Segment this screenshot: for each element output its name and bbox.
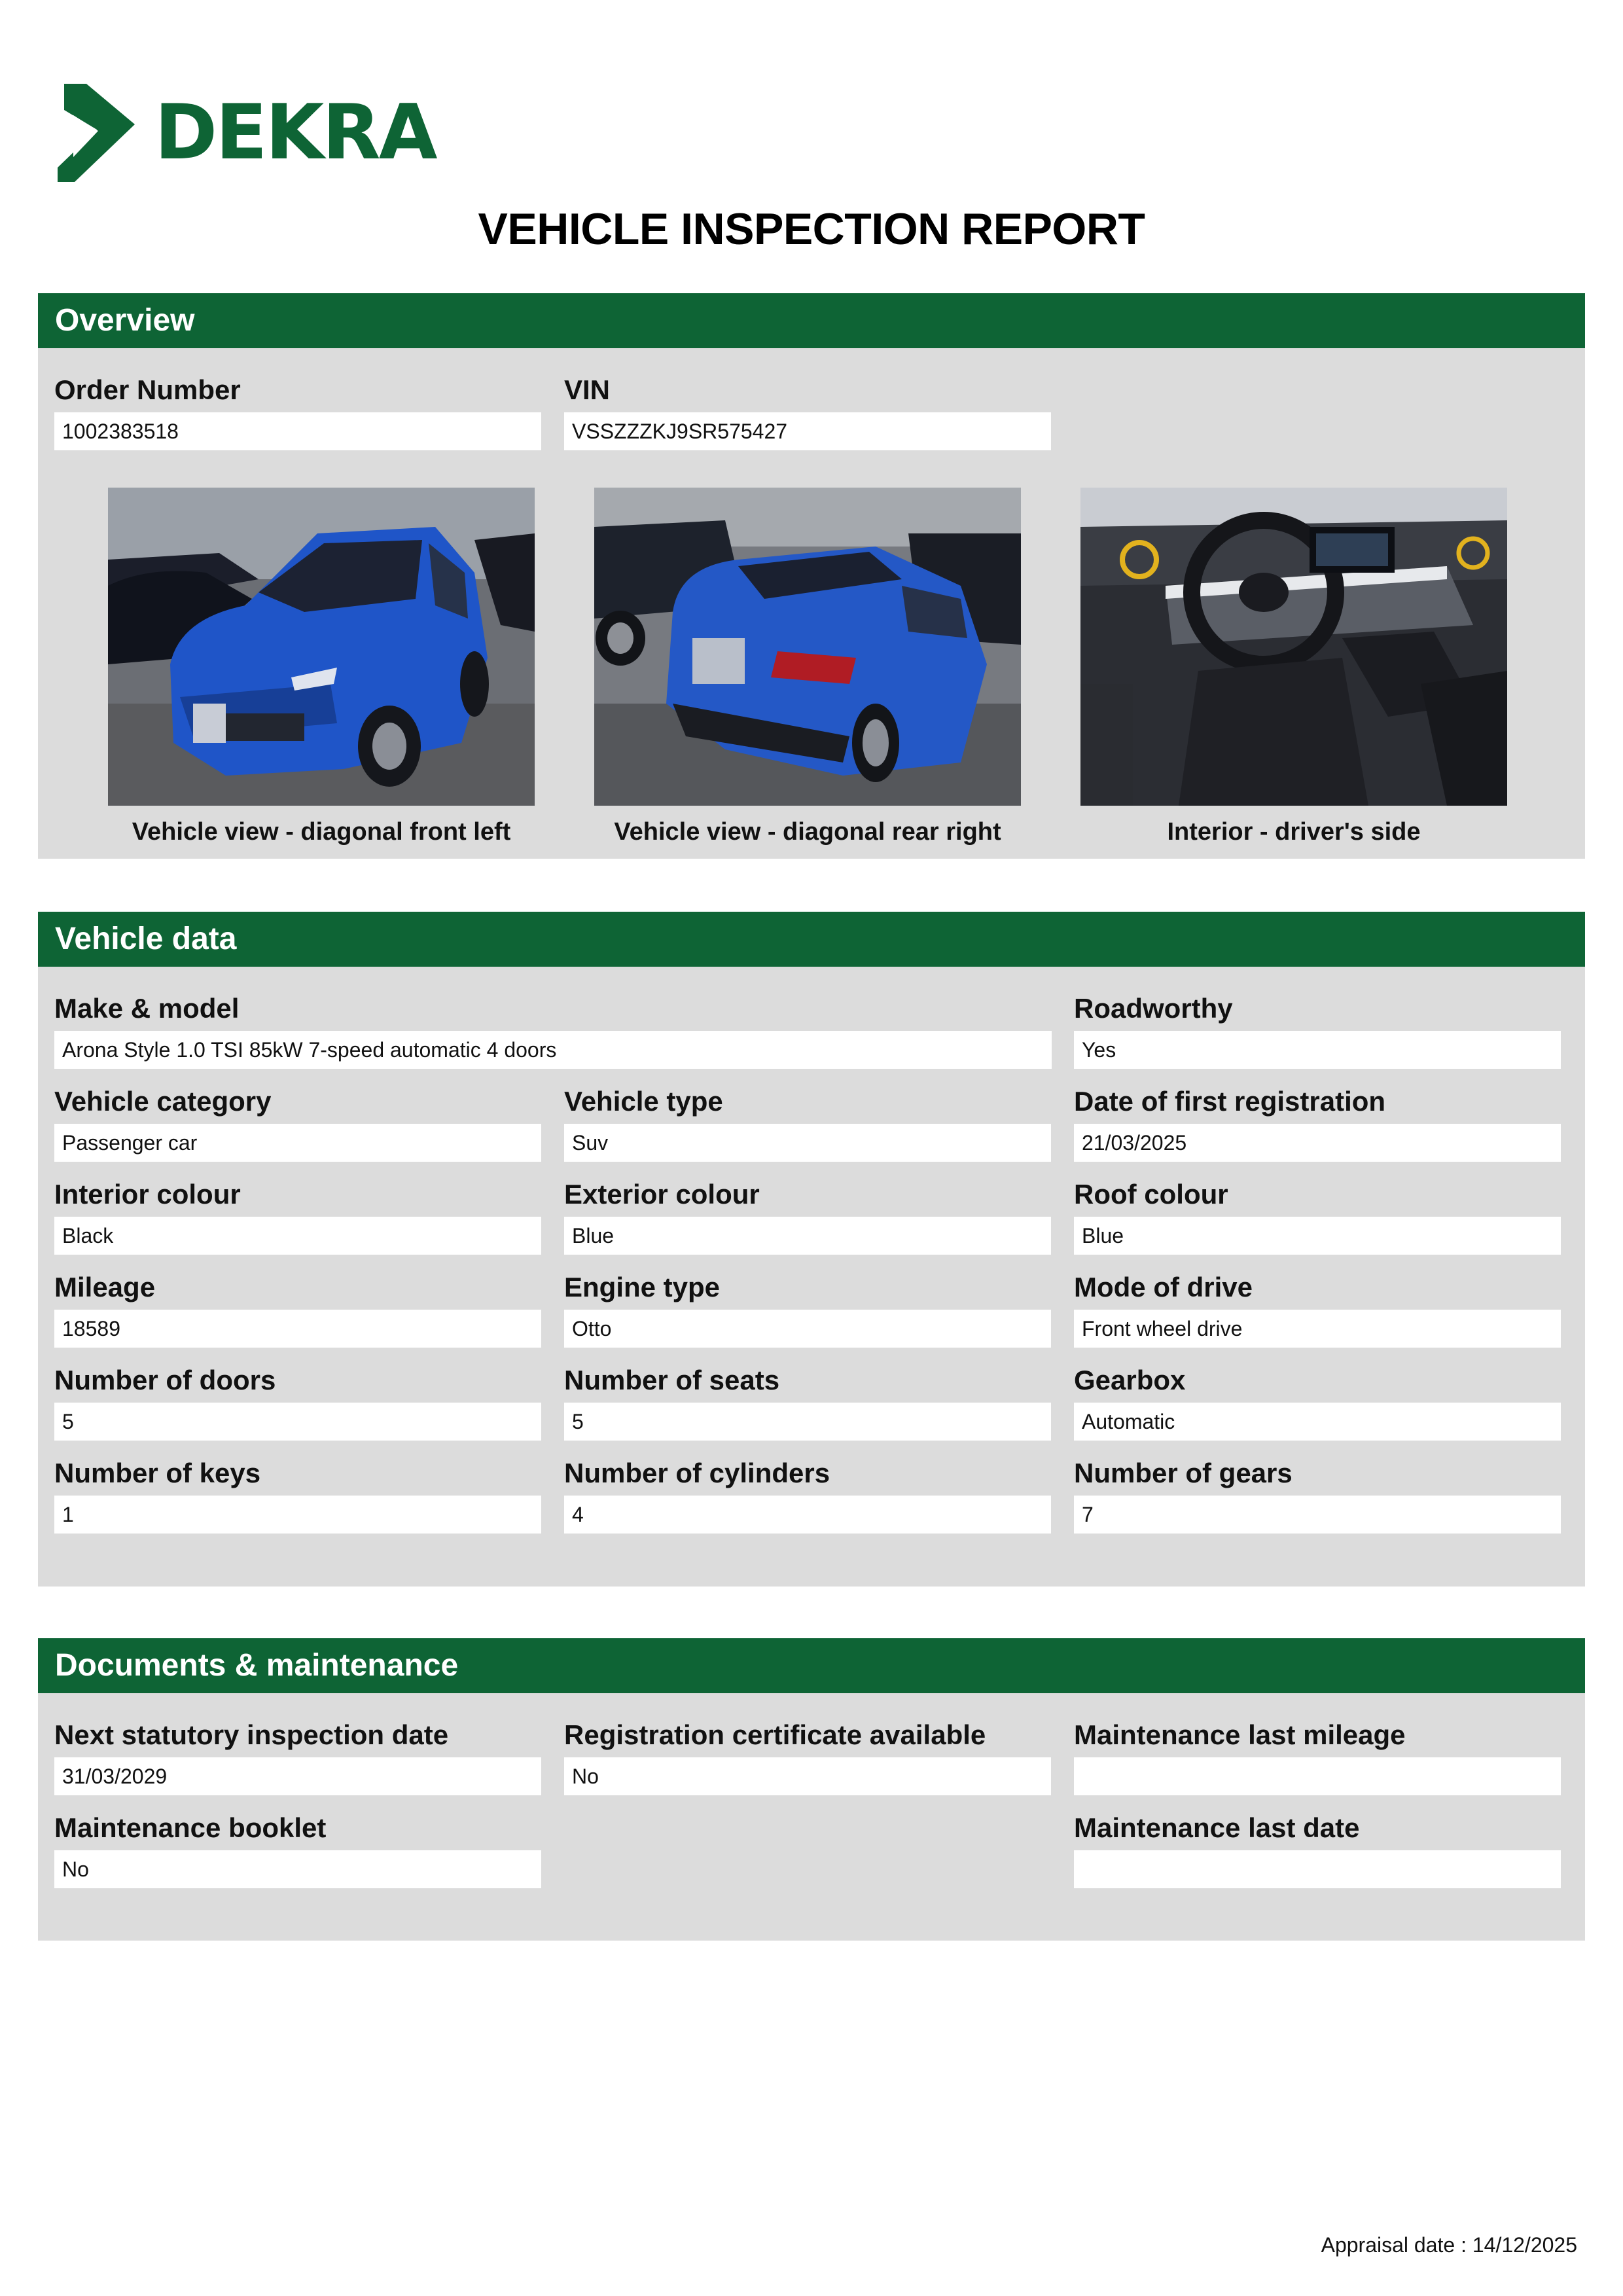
maintenance-last-date-field [1074, 1812, 1561, 1888]
field-value: Blue [564, 1217, 1051, 1255]
cylinders-field [564, 1458, 1051, 1534]
field-value: Blue [1074, 1217, 1561, 1255]
field-label: Roof colour [1074, 1179, 1228, 1210]
photo-caption: Vehicle view - diagonal front left [132, 818, 511, 846]
field-label: Date of first registration [1074, 1086, 1386, 1117]
field-label: Maintenance last date [1074, 1812, 1360, 1843]
field-value: 1 [54, 1496, 541, 1534]
next-inspection-field [54, 1719, 541, 1795]
field-value: 7 [1074, 1496, 1561, 1534]
dekra-arrow-icon [58, 84, 136, 182]
field-value: Arona Style 1.0 TSI 85kW 7-speed automatic 4 doors [54, 1031, 1052, 1069]
field-label: Make & model [54, 993, 240, 1024]
mileage-field [54, 1272, 541, 1348]
field-value: No [54, 1850, 541, 1888]
seats-field [564, 1365, 1051, 1441]
vin-field [564, 374, 1051, 450]
photo-caption: Interior - driver's side [1167, 818, 1421, 846]
field-value [1074, 1757, 1561, 1795]
first-registration-field [1074, 1086, 1561, 1162]
field-label: Number of keys [54, 1458, 261, 1488]
field-label: Maintenance booklet [54, 1812, 327, 1843]
field-value: 31/03/2029 [54, 1757, 541, 1795]
documents-section [38, 1638, 1585, 1941]
maintenance-last-mileage-field [1074, 1719, 1561, 1795]
vehicle-category-field [54, 1086, 541, 1162]
field-label: Registration certificate available [564, 1719, 986, 1750]
field-label: Mileage [54, 1272, 156, 1302]
field-value: 5 [564, 1403, 1051, 1441]
field-value: 4 [564, 1496, 1051, 1534]
field-value: 5 [54, 1403, 541, 1441]
make-model-field [54, 993, 1052, 1069]
gearbox-field [1074, 1365, 1561, 1441]
field-value: Automatic [1074, 1403, 1561, 1441]
engine-type-field [564, 1272, 1051, 1348]
field-value: 1002383518 [54, 412, 541, 450]
section-header-overview: Overview [38, 293, 1585, 348]
roof-colour-field [1074, 1179, 1561, 1255]
field-label: Gearbox [1074, 1365, 1186, 1395]
car-front-left-photo [108, 488, 535, 806]
overview-section [38, 293, 1585, 859]
photo-caption: Vehicle view - diagonal rear right [614, 818, 1001, 846]
field-value: Yes [1074, 1031, 1561, 1069]
field-label: Order Number [54, 374, 241, 405]
field-label: Number of doors [54, 1365, 276, 1395]
field-value: 18589 [54, 1310, 541, 1348]
car-rear-right-photo [594, 488, 1021, 806]
field-value: Otto [564, 1310, 1051, 1348]
dekra-logo [58, 84, 436, 182]
doors-field [54, 1365, 541, 1441]
field-label: Maintenance last mileage [1074, 1719, 1406, 1750]
field-label: VIN [564, 374, 611, 405]
field-label: Vehicle type [564, 1086, 723, 1117]
field-value [1074, 1850, 1561, 1888]
vehicle-type-field [564, 1086, 1051, 1162]
registration-certificate-field [564, 1719, 1051, 1795]
roadworthy-field [1074, 993, 1561, 1069]
page-title: VEHICLE INSPECTION REPORT [478, 204, 1145, 254]
field-label: Exterior colour [564, 1179, 760, 1210]
appraisal-date: Appraisal date : 14/12/2025 [1321, 2233, 1577, 2257]
interior-photo [1080, 488, 1507, 806]
field-label: Number of seats [564, 1365, 780, 1395]
field-value: Black [54, 1217, 541, 1255]
maintenance-booklet-field [54, 1812, 541, 1888]
gears-field [1074, 1458, 1561, 1534]
mode-of-drive-field [1074, 1272, 1561, 1348]
field-label: Next statutory inspection date [54, 1719, 449, 1750]
section-header-documents: Documents & maintenance [38, 1638, 1585, 1693]
keys-field [54, 1458, 541, 1534]
brand-name: DEKRA [154, 88, 436, 177]
field-value: Front wheel drive [1074, 1310, 1561, 1348]
field-value: Passenger car [54, 1124, 541, 1162]
vehicle-data-section [38, 912, 1585, 1587]
field-label: Roadworthy [1074, 993, 1233, 1024]
field-value: No [564, 1757, 1051, 1795]
field-label: Vehicle category [54, 1086, 272, 1117]
field-value: 21/03/2025 [1074, 1124, 1561, 1162]
field-label: Number of gears [1074, 1458, 1293, 1488]
interior-colour-field [54, 1179, 541, 1255]
order-number-field [54, 374, 541, 450]
section-header-vehicle-data: Vehicle data [38, 912, 1585, 967]
field-value: VSSZZZKJ9SR575427 [564, 412, 1051, 450]
exterior-colour-field [564, 1179, 1051, 1255]
field-label: Mode of drive [1074, 1272, 1253, 1302]
field-label: Number of cylinders [564, 1458, 830, 1488]
field-label: Interior colour [54, 1179, 241, 1210]
field-label: Engine type [564, 1272, 721, 1302]
field-value: Suv [564, 1124, 1051, 1162]
